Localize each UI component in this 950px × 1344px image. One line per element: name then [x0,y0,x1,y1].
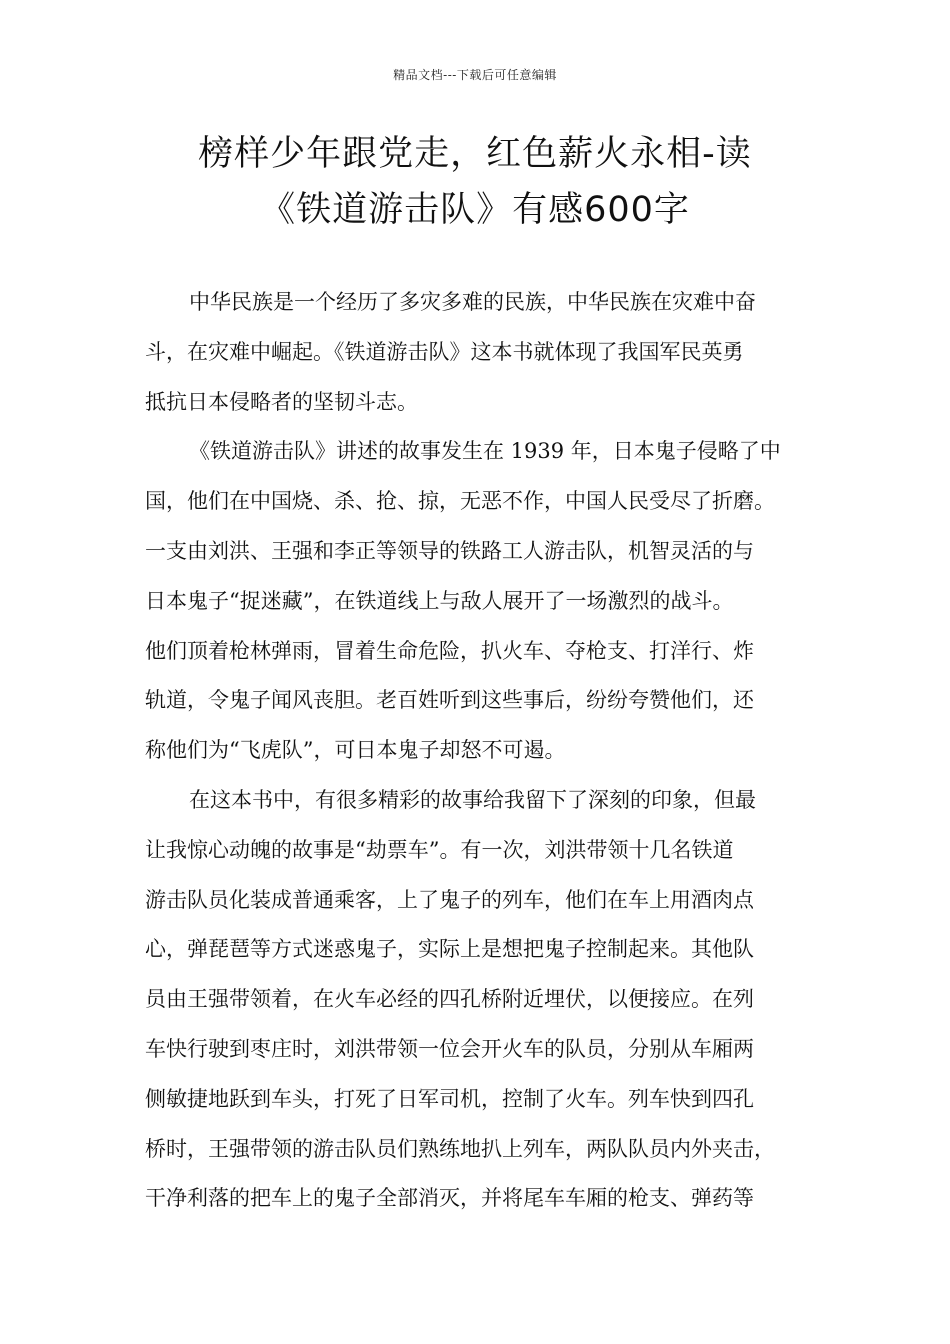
title-line-1: 榜样少年跟党走，红色薪火永相-读 [198,134,752,174]
text-line: 游击队员化装成普通乘客，上了鬼子的列车，他们在车上用酒肉点 [145,887,754,912]
text-line: 在这本书中，有很多精彩的故事给我留下了深刻的印象，但最 [189,787,756,812]
header-note: 精品文档---下载后可任意编辑 [393,68,557,82]
text-line: 员由王强带领着，在火车必经的四孔桥附近埋伏，以便接应。在列 [145,987,754,1012]
text-line: 侧敏捷地跃到车头，打死了日军司机，控制了火车。列车快到四孔 [145,1086,754,1111]
text-line: 干净利落的把车上的鬼子全部消灭，并将尾车车厢的枪支、弹药等 [145,1186,754,1211]
article-body [145,278,825,1224]
page-title [90,126,860,238]
text-line: 中华民族是一个经历了多灾多难的民族，中华民族在灾难中奋 [189,290,756,314]
text-line: 称他们为“飞虎队”，可日本鬼子却怒不可遏。 [145,738,566,763]
text-line: 车快行驶到枣庄时，刘洪带领一位会开火车的队员，分别从车厢两 [145,1036,754,1061]
paragraph-1 [145,278,825,427]
text-line: 国，他们在中国烧、杀、抢、掠，无恶不作，中国人民受尽了折磨。 [145,489,775,514]
paragraph-2 [145,427,825,776]
text-line: 一支由刘洪、王强和李正等领导的铁路工人游击队，机智灵活的与 [145,538,754,563]
text-line: 《铁道游击队》讲述的故事发生在 1939 年，日本鬼子侵略了中 [189,439,781,464]
text-line: 抵抗日本侵略者的坚韧斗志。 [145,389,418,414]
text-line: 他们顶着枪林弹雨，冒着生命危险，扒火车、夺枪支、打洋行、炸 [145,638,754,663]
text-line: 日本鬼子“捉迷藏”，在铁道线上与敌人展开了一场激烈的战斗。 [145,588,734,613]
title-line-2: 《铁道游击队》有感600字 [260,190,690,230]
text-line: 心，弹琵琶等方式迷惑鬼子，实际上是想把鬼子控制起来。其他队 [145,937,754,962]
text-line: 桥时，王强带领的游击队员们熟练地扒上列车，两队队员内外夹击， [145,1136,775,1161]
paragraph-3 [145,776,825,1224]
text-line: 斗，在灾难中崛起。《铁道游击队》这本书就体现了我国军民英勇 [145,339,744,364]
text-line: 让我惊心动魄的故事是“劫票车”。有一次，刘洪带领十几名铁道 [145,837,734,862]
text-line: 轨道，令鬼子闻风丧胆。老百姓听到这些事后，纷纷夸赞他们，还 [145,688,754,713]
